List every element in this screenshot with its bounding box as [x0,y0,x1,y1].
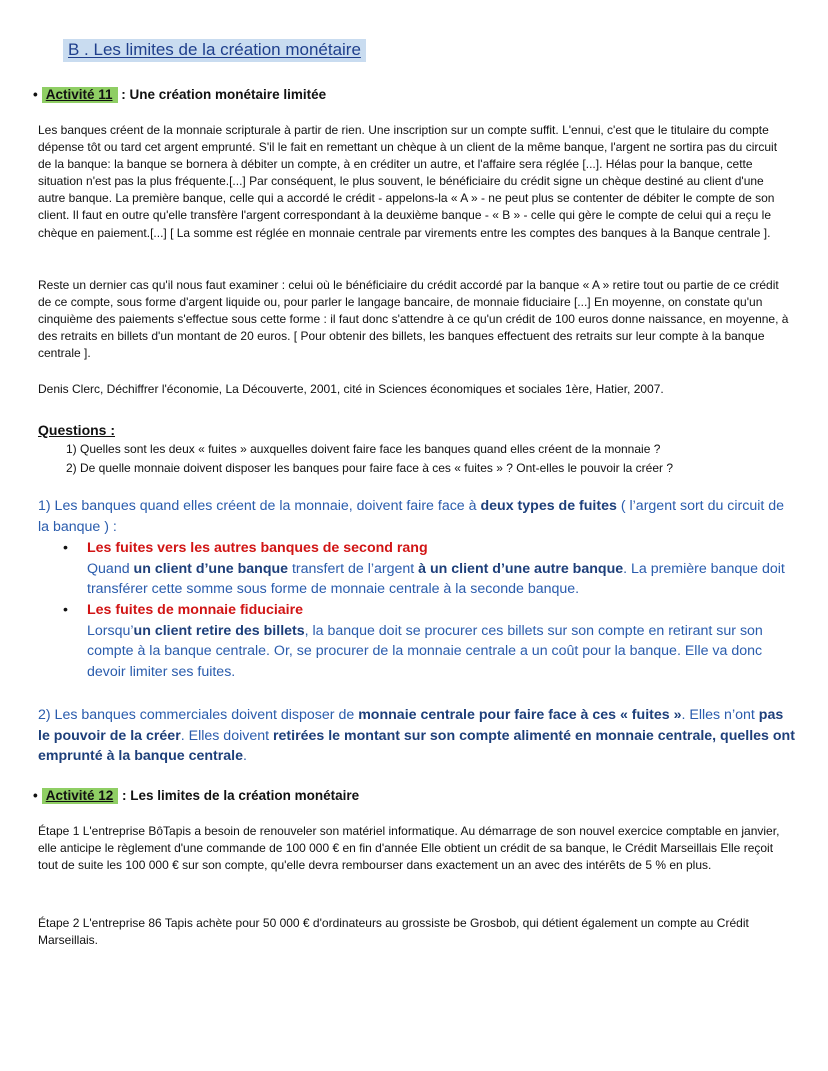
answer-text: . La première banque doit transférer cette somme sous forme de monnaie centrale à la seconde banque. [87,560,785,597]
answer-text: . [243,748,247,764]
bullet-icon: • [63,602,68,618]
bullet-icon: • [33,87,38,102]
answer-1-intro [38,496,796,537]
activity-12-title: : Les limites de la création monétaire [118,788,360,803]
activity-11-title: : Une création monétaire limitée [117,87,327,102]
bullet-icon: • [33,788,38,803]
item-heading: Les fuites de monnaie fiduciaire [87,602,304,618]
questions-title: Questions : [38,422,116,438]
etape-1-paragraph: Étape 1 L'entreprise BôTapis a besoin de renouveler son matériel informatique. Au démarrage de son nouvel exercice comptable en janvier, elle anticipe le règlement d'une commande de 100 000 € en fin d'année Elle obtient un crédit de sa banque, le Crédit Marseillais Elle reçoit tout de suite les 100 000 € sur son compte, qu'elle devra rembourser dans exactement un an avec des intérêts de 5 % en plus. [38,824,780,873]
answer-emphasis: un client d’une banque [133,560,289,577]
answer-emphasis: pas le pouvoir de la créer [38,707,784,744]
activity-12-label: Activité 12 [42,788,119,804]
answer-text: 2) Les banques commerciales doivent disposer de [38,707,359,723]
answer-text: ( l’argent sort du circuit de la banque ) : [38,498,785,535]
text-paragraph-2: Reste un dernier cas qu'il nous faut examiner : celui où le bénéficiaire du crédit accordé par la banque « A » retire tout ou partie de ce crédit de ce compte, sous forme d'argent liquide ou, pour parler le langage bancaire, de monnaie fiduciaire [...] En moyenne, on constate qu'un cinquième des paiements s'effectue sous cette forme : il faut donc s'attendre à ce qu'un crédit de 100 euros donne naissance, en moyenne, à des retraits en billets d'un montant de 20 euros. [ Pour obtenir des billets, les banques effectuent des retraits sur leur compte à la banque centrale ]. [38,278,789,361]
answer-1-item-1 [63,538,798,600]
source-citation: Denis Clerc, Déchiffrer l'économie, La Découverte, 2001, cité in Sciences économiques et sociales 1ère, Hatier, 2007. [38,382,664,396]
item-body [87,559,798,600]
section-title: B . Les limites de la création monétaire [63,39,366,62]
answer-emphasis: monnaie centrale pour faire face à ces « fuites » [358,707,682,723]
item-body [87,621,798,683]
answer-emphasis: à un client d’une autre banque [418,560,624,577]
answer-text: . Elles n’ont [681,707,759,723]
activity-11-label: Activité 11 [42,87,118,103]
answer-emphasis: un client retire des billets [133,622,305,639]
etape-2-paragraph: Étape 2 L'entreprise 86 Tapis achète pour 50 000 € d'ordinateurs au grossiste be Grosbob, qui détient également un compte au Crédit Marseillais. [38,916,749,948]
answer-emphasis: deux types de fuites [480,498,617,514]
answer-text: , la banque doit se procurer ces billets sur son compte en retirant sur son compte à la banque centrale. Or, se procurer de la monnaie centrale a un coût pour la banque. Elle va donc devoir limiter ses fuites. [87,622,763,680]
activity-11-heading [33,87,326,102]
answer-text: Quand [87,560,134,577]
question-item: 1) Quelles sont les deux « fuites » auxquelles doivent faire face les banques quand elles créent de la monnaie ? [66,442,661,456]
answer-2 [38,705,796,767]
bullet-icon: • [63,540,68,556]
questions-list [66,440,673,478]
answer-text: Lorsqu’ [87,622,134,639]
activity-12-heading [33,788,359,803]
answer-1-item-2 [63,600,798,682]
answer-text: transfert de l’argent [288,560,419,577]
item-heading: Les fuites vers les autres banques de second rang [87,540,428,556]
text-paragraph-1: Les banques créent de la monnaie scripturale à partir de rien. Une inscription sur un compte suffit. L'ennui, c'est que le titulaire du compte dépense tôt ou tard cet argent emprunté. S'il le fait en remettant un chèque à un client de la même banque, l'argent ne sortira pas du circuit de la banque: la banque se bornera à débiter un compte, à en créditer un autre, et l'affaire sera réglée [...]. Hélas pour la banque, cette situation n'est pas la plus fréquente.[...] Par conséquent, le plus souvent, le bénéficiaire du crédit signe un chèque destiné au client d'une autre banque. La première banque, celle qui a accordé le crédit - appelons-la « A » - ne peut plus se contenter de débiter le compte de son client. Il faut en outre qu'elle transfère l'argent correspondant à la deuxième banque - « B » - celle qui gère le compte de celui qui a reçu le chèque en paiement.[...] [ La somme est réglée en monnaie centrale par virements entre les comptes des banques à la Banque centrale ]. [38,123,778,240]
question-item: 2) De quelle monnaie doivent disposer les banques pour faire face à ces « fuites » ? Ont-elles le pouvoir la créer ? [66,461,674,475]
answer-text: 1) Les banques quand elles créent de la monnaie, doivent faire face à [38,498,481,514]
answer-emphasis: retirées le montant sur son compte alimenté en monnaie centrale, quelles ont emprunté à la banque centrale [38,727,795,764]
answer-text: . Elles doivent [180,727,274,744]
